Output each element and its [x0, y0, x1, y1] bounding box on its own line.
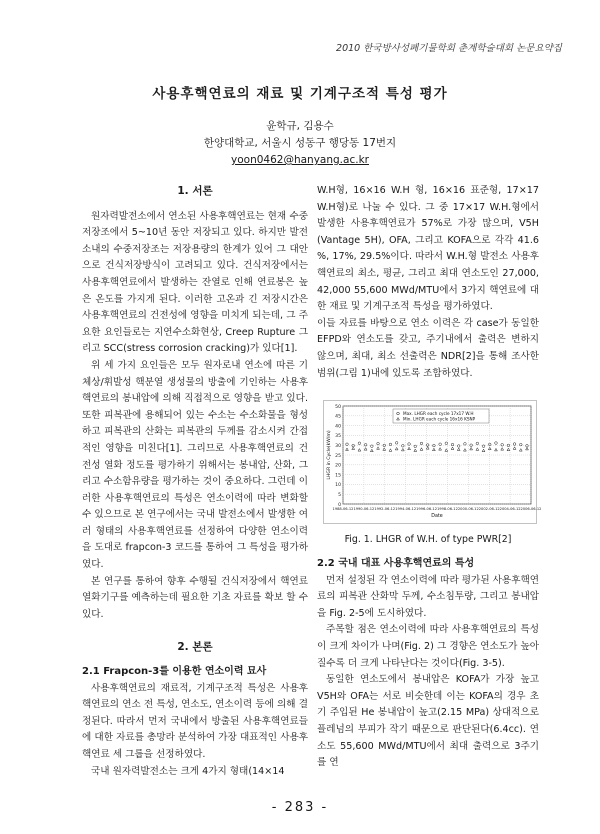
subsection-2-1-heading: 2.1 Frapcon-3를 이용한 연소이력 묘사: [82, 666, 267, 678]
x-tick-label: 1994-06-12: [395, 507, 417, 511]
conference-header: 2010 한국방사성폐기물학회 춘계학술대회 논문요약집: [336, 43, 562, 54]
left-column: [82, 183, 308, 780]
legend-label: Min. LHGR each cycle 16x16 KSNP: [403, 416, 476, 422]
x-tick-label: 1998-06-12: [436, 507, 458, 511]
right-column-top: [317, 183, 539, 382]
affiliation: 한양대학교, 서울시 성동구 행당동 17번지: [203, 137, 397, 149]
figure-1: [323, 400, 542, 524]
section-2-heading: 2. 본론: [177, 641, 213, 654]
y-tick-label: 35: [335, 434, 341, 440]
section-1-heading: 1. 서론: [177, 185, 213, 197]
y-tick-label: 45: [335, 414, 341, 420]
y-tick-label: 30: [335, 444, 341, 449]
x-tick-label: 1992-06-12: [374, 507, 396, 511]
author-email[interactable]: yoon0462@hanyang.ac.kr: [231, 154, 369, 166]
paragraph: 이들 자료를 바탕으로 연소 이력은 각 case가 동일한 EFPD와 연소도를 갖고, 주기내에서 출력은 변하지 않으며, 최대, 최소 선출력은 NDR[2]을 통해 조사한 범위(그림 1)내에 있도록 조합하였다.: [317, 317, 539, 379]
y-tick-label: 50: [335, 404, 341, 410]
author-block: [0, 118, 600, 169]
x-tick-label: 1990-06-12: [353, 507, 375, 511]
x-axis-label: Date: [431, 514, 443, 519]
y-axis-label: LHGR in Cycle(kW/m): [327, 430, 332, 480]
x-tick-label: 2002-06-12: [478, 507, 500, 511]
y-tick-label: 20: [335, 463, 341, 469]
y-tick-label: 5: [338, 493, 341, 498]
paragraph: 먼저 설정된 각 연소이력에 따라 평가된 사용후핵연료의 피복관 산화막 두께, 수소침투량, 그리고 봉내압을 Fig. 2-5에 도시하였다.: [317, 574, 539, 619]
subsection-2-2-heading: 2.2 국내 대표 사용후핵연료의 특성: [317, 558, 475, 569]
x-tick-label: 2004-06-12: [499, 507, 521, 511]
right-column-bottom: [317, 556, 539, 772]
paper-title: 사용후핵연료의 재료 및 기계구조적 특성 평가: [152, 86, 448, 102]
page-number: - 283 -: [271, 800, 329, 815]
x-tick-label: 1988-06-12: [332, 507, 354, 511]
paragraph: 위 세 가지 요인들은 모두 원자로내 연소에 따른 기체상/휘발성 핵분열 생성물의 방출에 기인하는 사용후핵연료의 봉내압에 의해 직접적으로 영향을 받고 있다. 또한 피복관에 용해되어 있는 수소는 수소화물을 형성하고 피복관의 산화는 피복관의 두께를 감소시켜 간접적인 영향을 미친다[1]. 그리므로 사용후핵연료의 건전성 열화 정도를 평가하기 위해서는 봉내압, 산화, 그리고 수소함유량을 평가하는 것이 중요하다. 그런데 이러한 사용후핵연료의 특성은 연소이력에 따라 변화할 수 있으므로 본 연구에서는 국내 발전소에서 발생한 여러 형태의 사용후핵연료를 선정하여 다양한 연소이력을 도대로 frapcon-3 코드를 통하여 그 특성을 평가하였다.: [82, 359, 308, 571]
paragraph: 국내 원자력발전소는 크게 4가지 형태(14×14: [91, 765, 285, 777]
legend-label: Max. LHGR each cycle 17x17 W.H: [403, 411, 474, 417]
authors: 윤학규, 김용수: [266, 120, 334, 132]
paragraph: 주목할 점은 연소이력에 따라 사용후핵연료의 특성이 크게 차이가 나며(Fig. 2) 그 경향은 연소도가 높아질수록 더 크게 나타난다는 것이다(Fig. 3-5).: [317, 624, 539, 669]
x-tick-label: 2006-06-12: [520, 507, 542, 511]
paragraph: W.H형, 16×16 W.H 형, 16×16 표준형, 17×17 W.H형)로 나눌 수 있다. 그 중 17×17 W.H.형에서 발생한 사용후핵연료가 57%로 가장 많으며, V5H (Vantage 5H), OFA, 그리고 KOFA으로 각각 41.6 %, 17%, 29.5%이다. 따라서 W.H.형 발전소 사용후핵연료의 최소, 평균, 그리고 최대 연소도인 27,000, 42,000 55,600 MWd/MTU에서 3가지 핵연료에 대한 재료 및 기계구조적 특성을 평가하였다.: [317, 185, 539, 313]
x-tick-label: 2000-06-12: [457, 507, 479, 511]
y-tick-label: 40: [335, 424, 341, 430]
y-tick-label: 25: [335, 453, 341, 459]
y-tick-label: 15: [335, 473, 341, 479]
y-tick-label: 10: [335, 483, 341, 489]
y-tick-label: 0: [338, 502, 341, 508]
paragraph: 사용후핵연료의 재료적, 기계구조적 특성은 사용후핵연료의 연소 전 특성, 연소도, 연소이력 등에 의해 결정된다. 따라서 먼저 국내에서 방출된 사용후핵연료들에 대한 자료를 총망라 분석하여 가장 대표적인 사용후핵연료 세 그룹을 선정하였다.: [82, 682, 308, 760]
paragraph: 원자력발전소에서 연소된 사용후핵연료는 현재 수중저장조에서 5~10년 동안 저장되고 있다. 하지만 발전소내의 수중저장조는 저장용량의 한계가 있어 그 대안으로 건식저장방식이 고려되고 있다. 건식저장에서는 사용후핵연료에서 발생하는 잔열로 인해 연료봉은 높은 온도를 가지게 된다. 이러한 고온과 긴 저장시간은 사용후핵연료의 건전성에 영향을 미치게 되는데, 그 주요한 요인들로는 지연수소화현상, Creep Rupture 그리고 SCC(stress corrosion cracking)가 있다[1].: [82, 210, 308, 355]
figure-caption: Fig. 1. LHGR of W.H. of type PWR[2]: [344, 534, 512, 545]
lhgr-chart: [323, 400, 542, 524]
paragraph: 본 연구를 통하여 향후 수행될 건식저장에서 핵연료 열화기구를 예측하는데 필요한 기초 자료를 확보 할 수 있다.: [82, 575, 308, 620]
x-tick-label: 1996-06-12: [416, 507, 438, 511]
paragraph: 동일한 연소도에서 봉내압은 KOFA가 가장 높고 V5H와 OFA는 서로 비슷한데 이는 KOFA의 경우 초기 주입된 He 봉내압이 높고(2.15 MPa) 상대적으로 플레넘의 부피가 작기 때문으로 판단된다(6.4cc). 연소도 55,600 MWd/MTU에서 최대 출력으로 3주기를 연: [317, 674, 539, 769]
